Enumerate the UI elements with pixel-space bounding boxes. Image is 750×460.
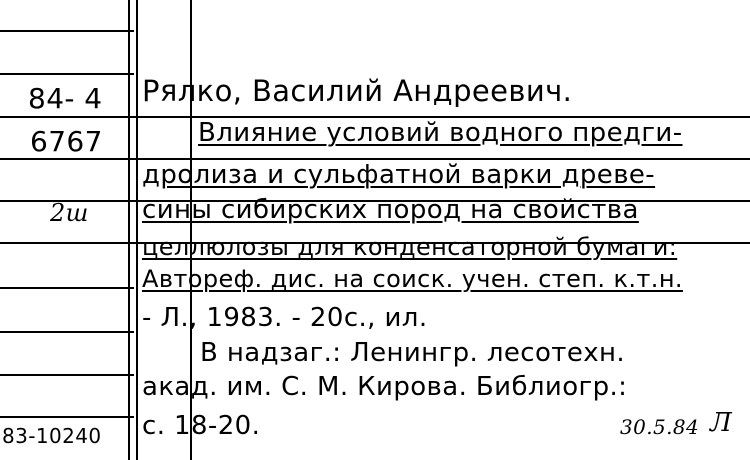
title-line-6: - Л., 1983. - 20с., ил. [142, 303, 428, 333]
author-heading: Рялко, Василий Андреевич. [142, 74, 573, 108]
note-line-1: В надзаг.: Ленингр. лесотехн. [200, 338, 626, 368]
cataloger-initials: Л [710, 408, 733, 438]
date-stamp: 30.5.84 [620, 415, 700, 439]
note-line-2: акад. им. С. М. Кирова. Библиогр.: [142, 372, 628, 402]
ruled-line [0, 73, 134, 75]
title-line-2: дролиза и сульфатной варки древе- [142, 160, 656, 190]
call-number-mark: 2ш [50, 199, 89, 227]
ruled-line [0, 287, 134, 289]
title-line-5: Автореф. дис. на соиск. учен. степ. к.т.н. [142, 265, 683, 293]
left-margin-line-inner [136, 0, 138, 460]
ruled-line [0, 374, 134, 376]
title-line-4: целлюлозы для конденсаторной бумаги: [142, 233, 678, 261]
accession-number: 83-10240 [2, 424, 102, 448]
left-margin-line [128, 0, 130, 460]
call-number-line1: 84- 4 [28, 82, 103, 115]
ruled-line [0, 416, 134, 418]
note-line-3: с. 18-20. [142, 411, 261, 441]
title-line-3: сины сибирских пород на свойства [142, 195, 639, 225]
title-line-1: Влияние условий водного предги- [198, 118, 683, 148]
ruled-line [0, 331, 134, 333]
ruled-line [0, 30, 134, 32]
call-number-line2: 6767 [30, 125, 103, 158]
